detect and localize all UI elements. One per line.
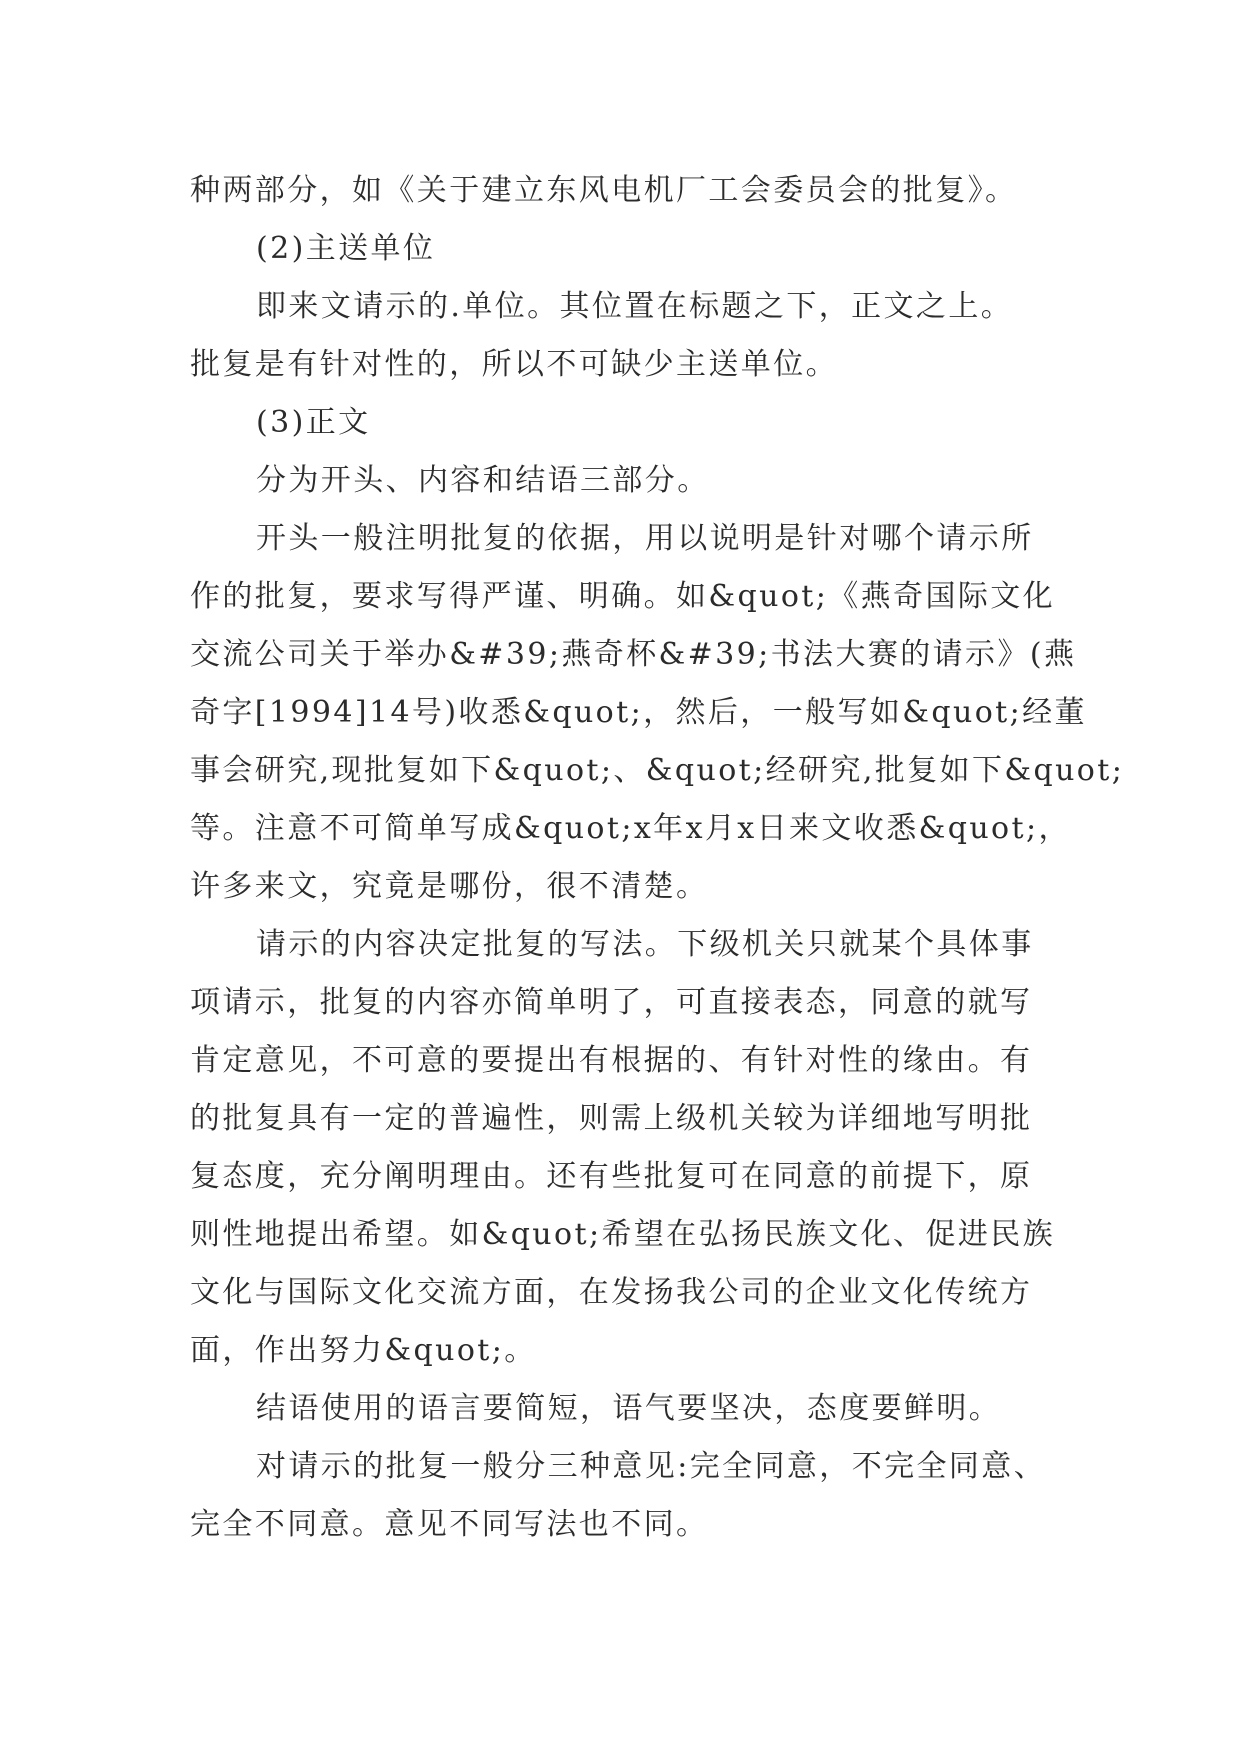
text-line: 结语使用的语言要简短，语气要坚决，态度要鲜明。 <box>256 1391 1002 1426</box>
text-line: 开头一般注明批复的依据，用以说明是针对哪个请示所 <box>256 521 1034 556</box>
text-line: 对请示的批复一般分三种意见:完全同意，不完全同意、 <box>256 1449 1047 1484</box>
text-line: 分为开头、内容和结语三部分。 <box>256 463 710 498</box>
text-line: 则性地提出希望。如&quot;希望在弘扬民族文化、促进民族 <box>190 1217 1056 1252</box>
text-line: 许多来文，究竟是哪份，很不清楚。 <box>190 869 709 904</box>
text-line: 作的批复，要求写得严谨、明确。如&quot;《燕奇国际文化 <box>190 579 1056 614</box>
text-line: (2)主送单位 <box>256 231 436 266</box>
document-body <box>190 162 1125 1554</box>
text-line: (3)正文 <box>256 405 371 440</box>
text-line: 文化与国际文化交流方面，在发扬我公司的企业文化传统方 <box>190 1275 1033 1310</box>
text-line: 奇字[1994]14号)收悉&quot;，然后，一般写如&quot;经董 <box>190 695 1087 730</box>
text-line: 批复是有针对性的，所以不可缺少主送单位。 <box>190 347 838 382</box>
text-line: 事会研究,现批复如下&quot;、&quot;经研究,批复如下&quot; <box>190 753 1125 788</box>
text-line: 种两部分，如《关于建立东风电机厂工会委员会的批复》。 <box>190 173 1018 208</box>
text-line: 即来文请示的.单位。其位置在标题之下，正文之上。 <box>256 289 1014 324</box>
text-line: 面，作出努力&quot;。 <box>190 1333 537 1368</box>
text-line: 复态度，充分阐明理由。还有些批复可在同意的前提下，原 <box>190 1159 1033 1194</box>
text-line: 等。注意不可简单写成&quot;x年x月x日来文收悉&quot;， <box>190 811 1071 846</box>
text-line: 完全不同意。意见不同写法也不同。 <box>190 1507 709 1542</box>
text-line: 请示的内容决定批复的写法。下级机关只就某个具体事 <box>256 927 1034 962</box>
text-line: 的批复具有一定的普遍性，则需上级机关较为详细地写明批 <box>190 1101 1033 1136</box>
text-line: 项请示，批复的内容亦简单明了，可直接表态，同意的就写 <box>190 985 1033 1020</box>
text-line: 交流公司关于举办&#39;燕奇杯&#39;书法大赛的请示》(燕 <box>190 637 1077 672</box>
text-line: 肯定意见，不可意的要提出有根据的、有针对性的缘由。有 <box>190 1043 1033 1078</box>
